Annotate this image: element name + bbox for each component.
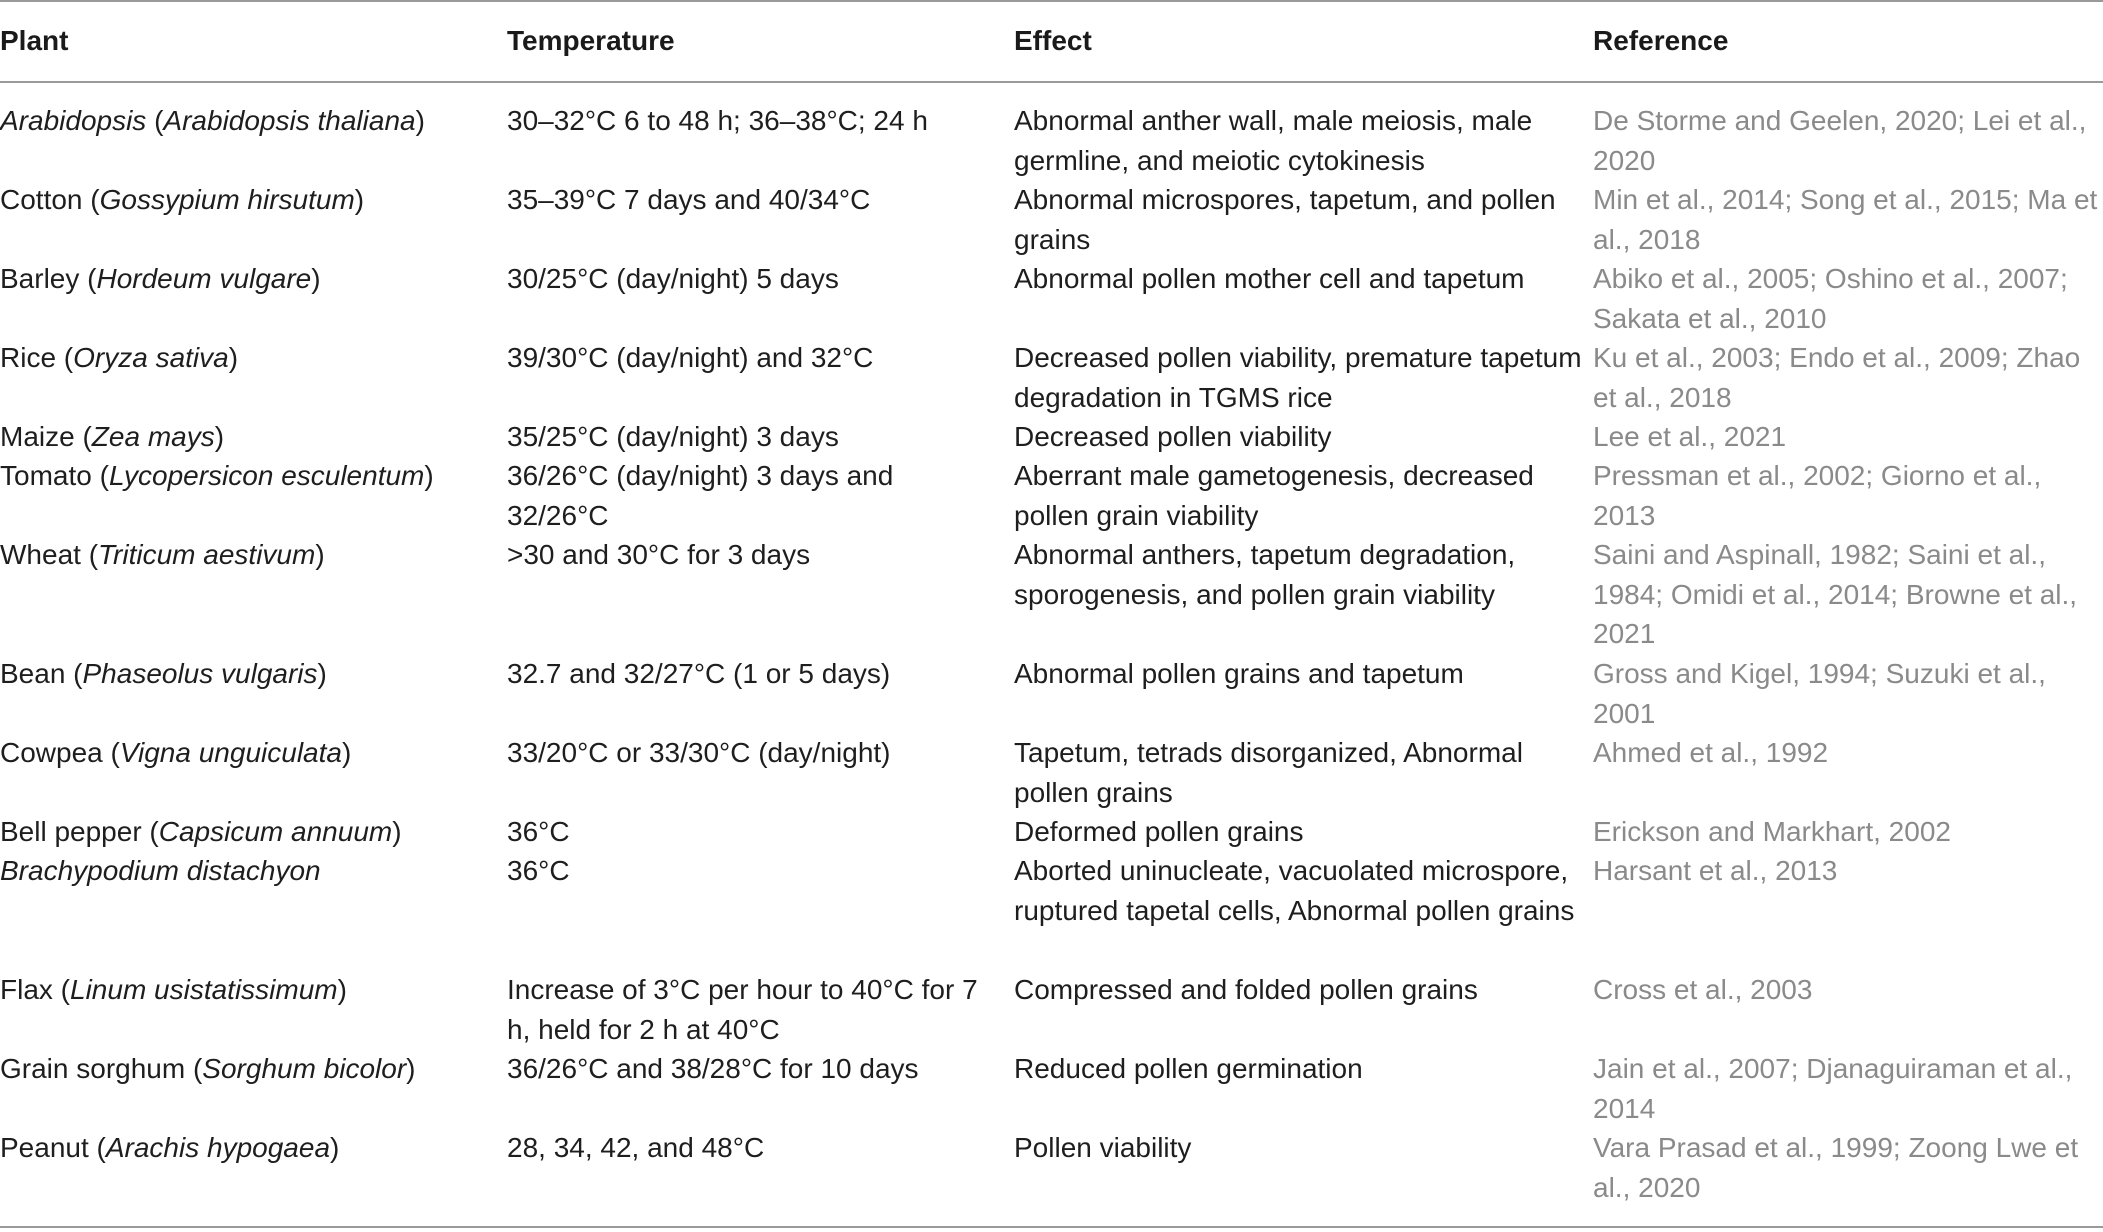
plant-species: Vigna unguiculata: [119, 737, 342, 768]
table-body: [0, 101, 2103, 1207]
cell-effect: Decreased pollen viability: [1014, 421, 1332, 452]
table-row: [0, 812, 2103, 851]
cell-reference: Gross and Kigel, 1994; Suzuki et al., 2001: [1593, 658, 2046, 729]
plant-common: Flax (: [0, 974, 70, 1005]
plant-paren-close: ): [406, 1053, 416, 1084]
cell-effect: Abnormal microspores, tapetum, and pollen grains: [1014, 184, 1556, 255]
plant-common: Maize (: [0, 421, 92, 452]
plant-species: Arabidopsis: [0, 105, 147, 136]
cell-effect: Pollen viability: [1014, 1132, 1192, 1163]
plant-paren-close: ): [330, 1132, 340, 1163]
plant-paren-close: ): [341, 737, 352, 768]
cell-reference: Vara Prasad et al., 1999; Zoong Lwe et al., 2020: [1593, 1132, 2079, 1203]
cell-plant: [0, 851, 480, 891]
cell-plant: [0, 338, 480, 378]
plant-species: Brachypodium distachyon: [0, 855, 321, 886]
plant-common: Peanut (: [0, 1132, 106, 1163]
cell-temperature: 36°C: [507, 855, 570, 886]
cell-plant: [0, 259, 480, 299]
cell-reference: Cross et al., 2003: [1593, 974, 1813, 1005]
cell-temperature: 36/26°C (day/night) 3 days and 32/26°C: [507, 460, 894, 531]
plant-common: Rice (: [0, 342, 74, 373]
cell-effect: Abnormal pollen mother cell and tapetum: [1014, 263, 1525, 294]
plant-paren-close: ): [424, 460, 434, 491]
plant-common: Cowpea (: [0, 737, 120, 768]
cell-reference: De Storme and Geelen, 2020; Lei et al., 2020: [1593, 105, 2087, 176]
table-header-rule: [0, 81, 2103, 83]
cell-temperature: 30/25°C (day/night) 5 days: [507, 263, 839, 294]
table-row: [0, 101, 2103, 180]
table-row: [0, 1049, 2103, 1128]
plant-common: Cotton (: [0, 184, 100, 215]
cell-effect: Abnormal anthers, tapetum degradation, sporogenesis, and pollen grain viability: [1014, 539, 1516, 610]
plant-species: Capsicum annuum: [158, 816, 393, 847]
cell-effect: Deformed pollen grains: [1014, 816, 1304, 847]
plant-paren-close: ): [214, 421, 225, 452]
cell-temperature: 35/25°C (day/night) 3 days: [507, 421, 839, 452]
cell-temperature: 32.7 and 32/27°C (1 or 5 days): [507, 658, 891, 689]
plant-common: Bean (: [0, 658, 83, 689]
cell-effect: Aberrant male gametogenesis, decreased pollen grain viability: [1014, 460, 1534, 531]
plant-common: Wheat (: [0, 539, 99, 570]
cell-temperature: 33/20°C or 33/30°C (day/night): [507, 737, 891, 768]
plant-species: Phaseolus vulgaris: [82, 658, 318, 689]
cell-plant: [0, 654, 480, 694]
cell-reference: Harsant et al., 2013: [1593, 855, 1838, 886]
plant-paren-close: ): [354, 184, 365, 215]
table-header: [0, 0, 2103, 82]
cell-reference: Lee et al., 2021: [1593, 421, 1787, 452]
plant-paren-open: (: [146, 105, 164, 136]
plant-paren-close: ): [228, 342, 239, 373]
cell-temperature: 36°C: [507, 816, 570, 847]
cell-plant: [0, 1049, 480, 1089]
plant-species: Zea mays: [91, 421, 215, 452]
table-row: [0, 733, 2103, 812]
header-plant: Plant: [0, 25, 69, 56]
cell-plant: [0, 535, 480, 575]
cell-effect: Abnormal anther wall, male meiosis, male germline, and meiotic cytokinesis: [1014, 105, 1533, 176]
cell-temperature: 36/26°C and 38/28°C for 10 days: [507, 1053, 919, 1084]
header-effect: Effect: [1014, 25, 1092, 56]
cell-temperature: 35–39°C 7 days and 40/34°C: [507, 184, 871, 215]
cell-reference: Abiko et al., 2005; Oshino et al., 2007; Sakata et al., 2010: [1593, 263, 2068, 334]
cell-plant: [0, 812, 480, 852]
plant-common: Barley (: [0, 263, 97, 294]
table-row: [0, 338, 2103, 417]
table-row: [0, 417, 2103, 456]
cell-temperature: >30 and 30°C for 3 days: [507, 539, 811, 570]
plant-species: Sorghum bicolor: [202, 1053, 407, 1084]
cell-effect: Reduced pollen germination: [1014, 1053, 1363, 1084]
cell-plant: [0, 970, 480, 1010]
cell-plant: [0, 180, 480, 220]
cell-effect: Compressed and folded pollen grains: [1014, 974, 1478, 1005]
cell-effect: Decreased pollen viability, premature tapetum degradation in TGMS rice: [1014, 342, 1582, 413]
cell-reference: Erickson and Markhart, 2002: [1593, 816, 1951, 847]
plant-paren-close: ): [317, 658, 327, 689]
plant-paren-close: ): [311, 263, 321, 294]
cell-temperature: 28, 34, 42, and 48°C: [507, 1132, 765, 1163]
table-row: [0, 535, 2103, 654]
cell-effect: Aborted uninucleate, vacuolated microspore, ruptured tapetal cells, Abnormal pollen grains: [1014, 855, 1575, 926]
cell-reference: Min et al., 2014; Song et al., 2015; Ma et al., 2018: [1593, 184, 2098, 255]
plant-species: Triticum aestivum: [98, 539, 316, 570]
plant-common: Grain sorghum (: [0, 1053, 203, 1084]
cell-plant: [0, 733, 480, 773]
header-reference: Reference: [1593, 25, 1729, 56]
plant-common: Tomato (: [0, 460, 109, 491]
table-row: [0, 851, 2103, 970]
cell-reference: Pressman et al., 2002; Giorno et al., 2013: [1593, 460, 2042, 531]
plant-common: Bell pepper (: [0, 816, 159, 847]
plant-paren-close: ): [392, 816, 402, 847]
cell-temperature: 30–32°C 6 to 48 h; 36–38°C; 24 h: [507, 105, 928, 136]
plant-paren-close: ): [415, 105, 425, 136]
plant-species: Arachis hypogaea: [105, 1132, 331, 1163]
table-bottom-rule: [0, 1226, 2103, 1228]
plant-paren-close: ): [337, 974, 347, 1005]
cell-temperature: 39/30°C (day/night) and 32°C: [507, 342, 874, 373]
plant-species: Lycopersicon esculentum: [108, 460, 425, 491]
cell-reference: Ku et al., 2003; Endo et al., 2009; Zhao et al., 2018: [1593, 342, 2081, 413]
cell-reference: Saini and Aspinall, 1982; Saini et al., 1984; Omidi et al., 2014; Browne et al., 2021: [1593, 539, 2078, 649]
cell-plant: [0, 1128, 480, 1168]
cell-plant: [0, 456, 480, 496]
table-row: [0, 180, 2103, 259]
cell-effect: Abnormal pollen grains and tapetum: [1014, 658, 1464, 689]
cell-reference: Ahmed et al., 1992: [1593, 737, 1829, 768]
table-row: [0, 259, 2103, 338]
cell-effect: Tapetum, tetrads disorganized, Abnormal pollen grains: [1014, 737, 1523, 808]
plant-paren-close: ): [315, 539, 325, 570]
table-row: [0, 456, 2103, 535]
cell-reference: Jain et al., 2007; Djanaguiraman et al., 2014: [1593, 1053, 2073, 1124]
table-row: [0, 970, 2103, 1049]
table-row: [0, 654, 2103, 733]
cell-temperature: Increase of 3°C per hour to 40°C for 7 h, held for 2 h at 40°C: [507, 974, 978, 1045]
plant-species: Gossypium hirsutum: [99, 184, 355, 215]
cell-plant: [0, 417, 480, 457]
cell-plant: [0, 101, 480, 141]
plant-species: Hordeum vulgare: [96, 263, 312, 294]
header-temperature: Temperature: [507, 25, 675, 56]
plant-species: Linum usistatissimum: [70, 974, 338, 1005]
plant-species: Oryza sativa: [73, 342, 229, 373]
table-row: [0, 1128, 2103, 1207]
plant-species-latin: Arabidopsis thaliana: [163, 105, 416, 136]
